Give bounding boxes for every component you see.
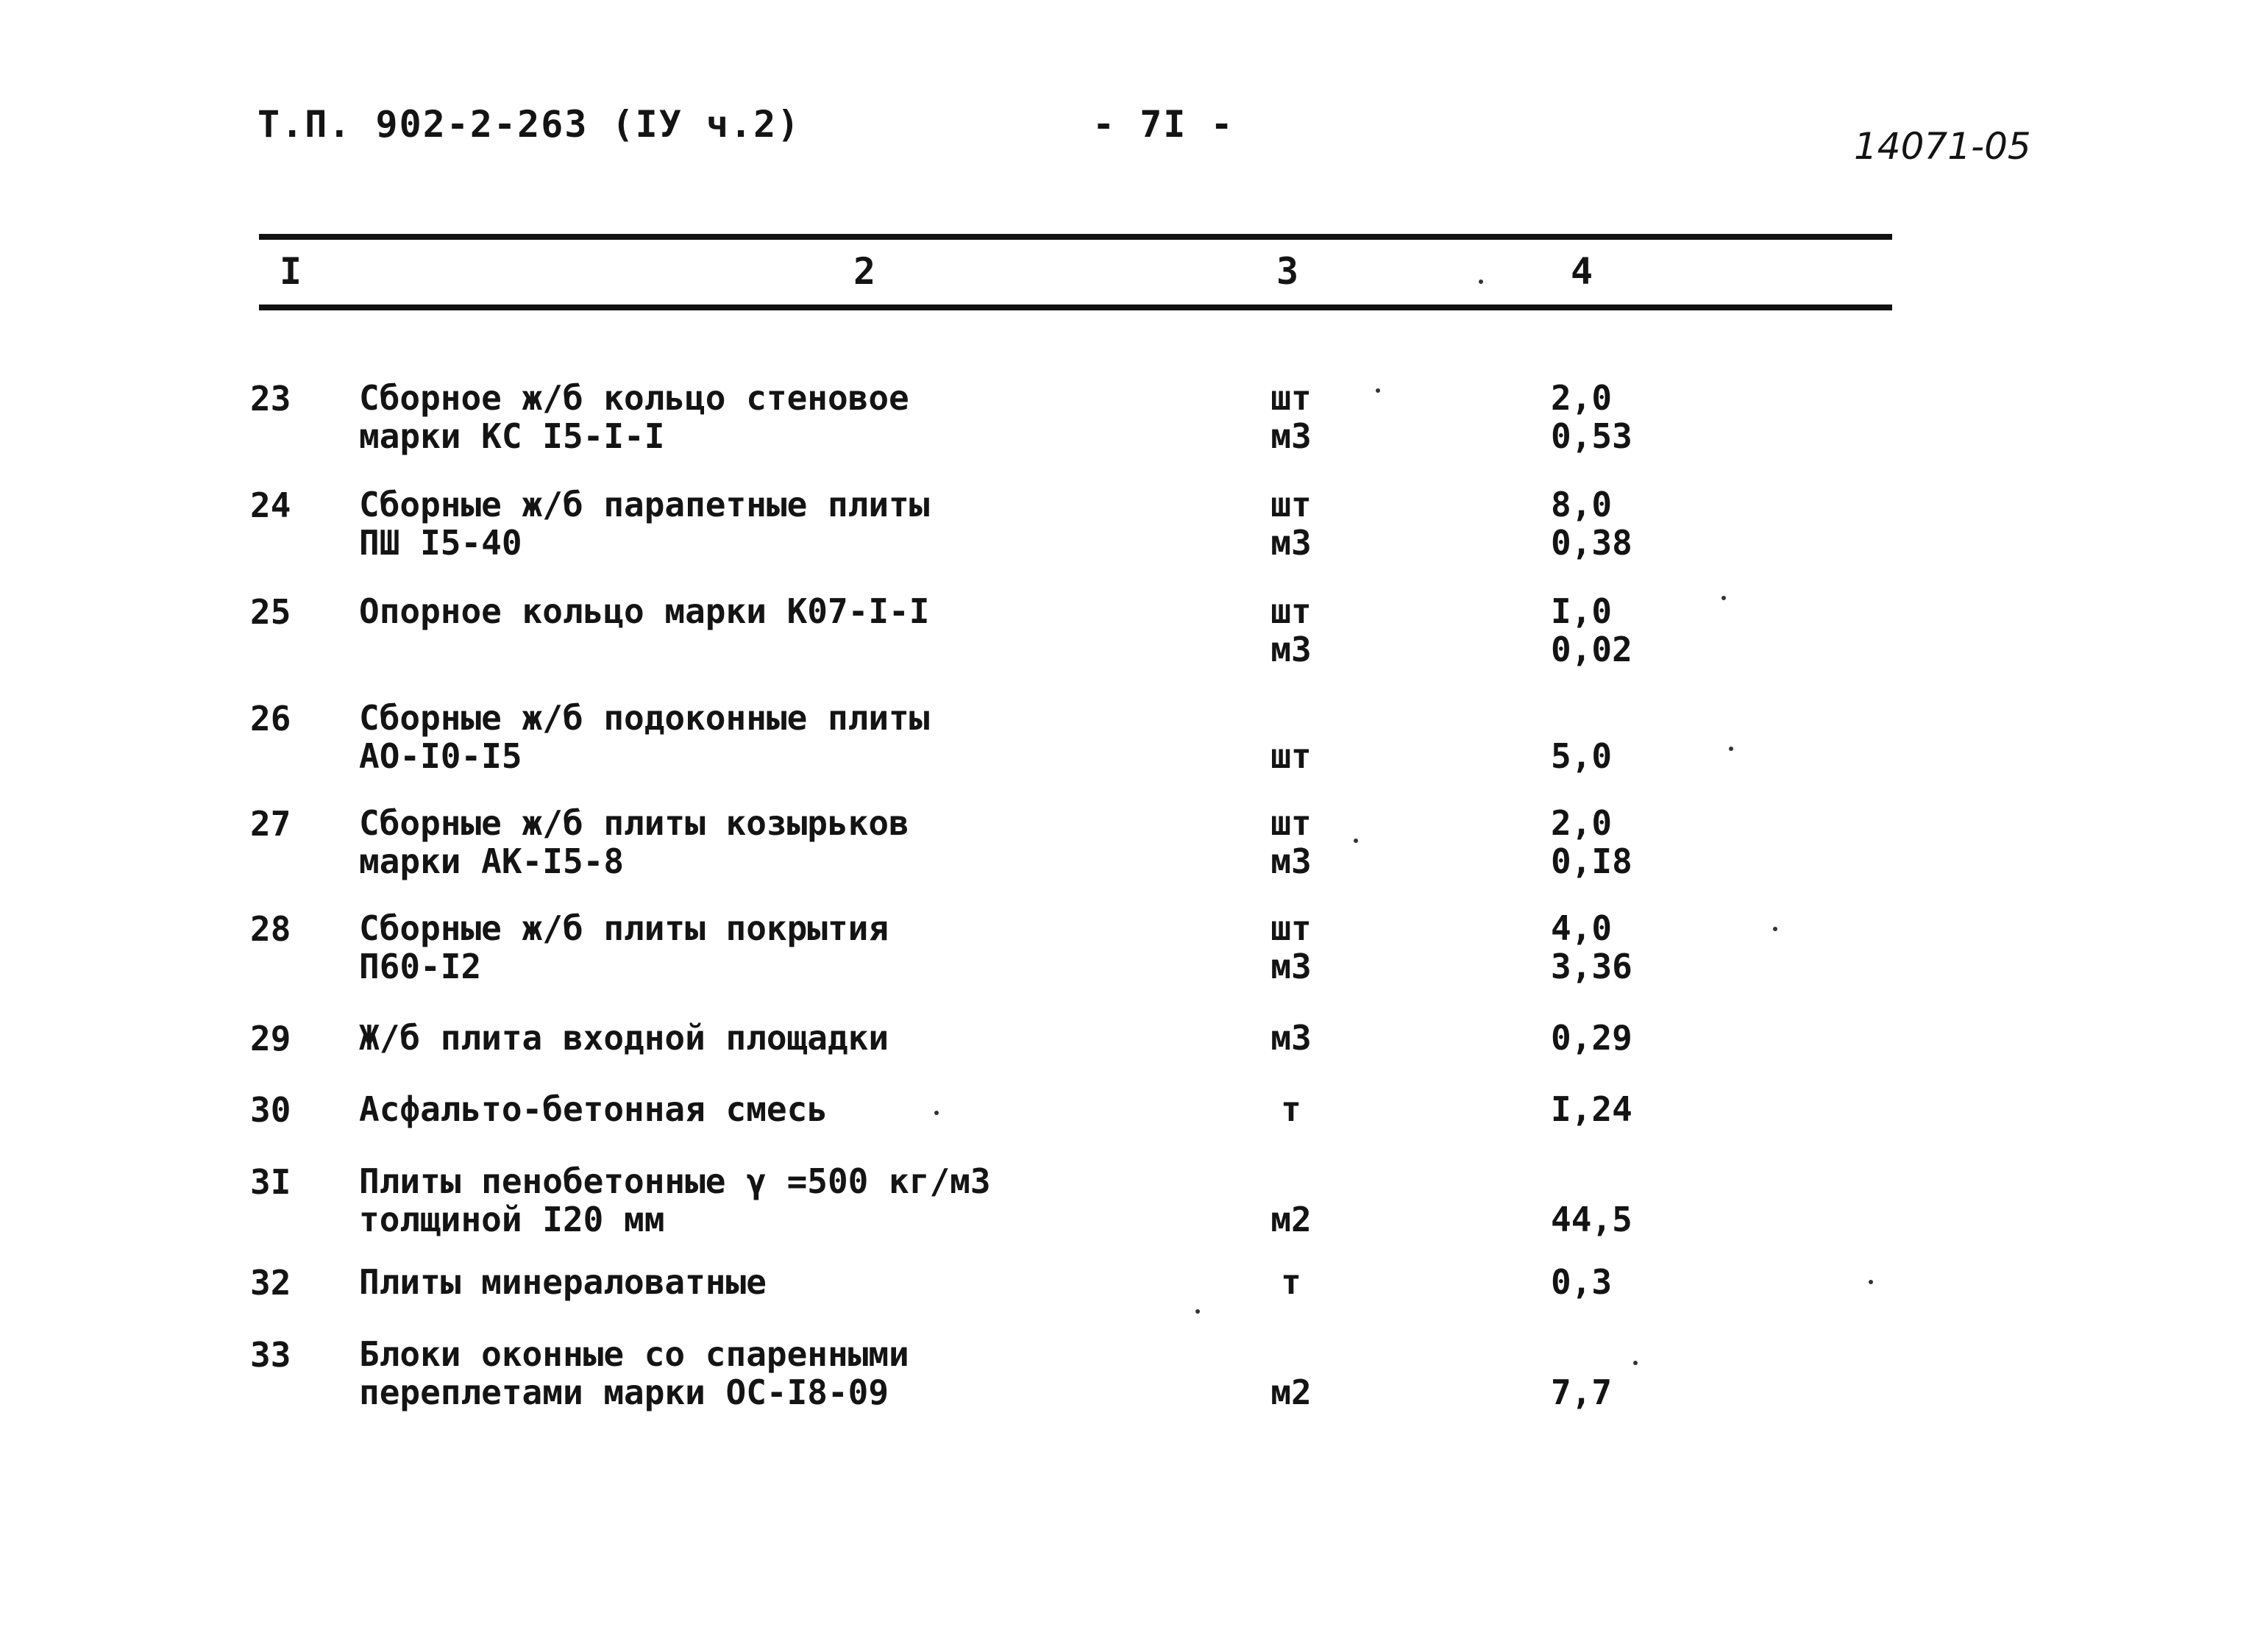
item-unit-line: шт — [1271, 736, 1312, 776]
item-quantity-line: I,0 — [1551, 591, 1613, 631]
item-quantity — [1551, 379, 1632, 455]
item-unit-line: м2 — [1271, 1200, 1312, 1239]
item-unit — [1254, 909, 1328, 986]
item-name — [359, 909, 889, 986]
scan-speck — [1195, 1309, 1200, 1314]
item-quantity — [1551, 1335, 1612, 1411]
scan-speck — [934, 1111, 939, 1115]
item-unit-line: м3 — [1271, 947, 1312, 986]
item-unit-line: м3 — [1271, 416, 1312, 456]
item-unit-line: т — [1281, 1089, 1301, 1129]
item-quantity-line: 7,7 — [1551, 1372, 1613, 1412]
item-unit-line: шт — [1271, 378, 1312, 418]
scan-speck — [1633, 1361, 1638, 1365]
item-name-line: П60-I2 — [359, 947, 482, 986]
row-number: 30 — [250, 1090, 291, 1130]
item-unit-line: м3 — [1271, 523, 1312, 563]
item-unit-line — [1254, 699, 1328, 737]
item-name-line: марки АК-I5-8 — [359, 841, 625, 881]
item-name — [359, 699, 929, 775]
item-quantity — [1551, 699, 1612, 775]
item-unit — [1254, 485, 1328, 562]
scan-speck — [1354, 839, 1358, 843]
item-unit — [1254, 1019, 1328, 1057]
table-top-rule — [259, 234, 1892, 240]
item-quantity-line: 0,I8 — [1551, 841, 1632, 881]
item-quantity-line — [1551, 1162, 1632, 1200]
item-name-line: Сборное ж/б кольцо стеновое — [359, 378, 909, 418]
table-row — [0, 1162, 2260, 1258]
item-unit — [1254, 1162, 1328, 1239]
item-name-line: марки КС I5-I-I — [359, 416, 665, 456]
item-quantity — [1551, 909, 1632, 986]
item-name-line: Сборные ж/б плиты козырьков — [359, 803, 909, 843]
item-name — [359, 804, 909, 880]
item-name — [359, 1019, 889, 1057]
item-quantity-line: 8,0 — [1551, 485, 1613, 524]
item-quantity — [1551, 1263, 1612, 1301]
item-name-line: толщиной I20 мм — [359, 1200, 665, 1239]
item-name-line: переплетами марки ОС-I8-09 — [359, 1372, 889, 1412]
item-unit-line: шт — [1271, 908, 1312, 948]
item-quantity — [1551, 1090, 1632, 1128]
document-code: Т.П. 902-2-263 (IУ ч.2) — [257, 103, 801, 146]
item-quantity — [1551, 592, 1632, 669]
column-number-1: I — [280, 250, 302, 293]
item-unit-line: м3 — [1271, 1018, 1312, 1058]
item-quantity — [1551, 485, 1632, 562]
item-quantity-line — [1551, 1335, 1612, 1373]
item-quantity-line: 0,3 — [1551, 1262, 1613, 1302]
item-unit — [1254, 1090, 1328, 1128]
scan-speck — [1869, 1280, 1873, 1284]
table-row — [0, 592, 2260, 688]
item-unit-line: т — [1281, 1262, 1301, 1302]
item-name-line: Плиты минераловатные — [359, 1262, 767, 1302]
item-unit-line: шт — [1271, 591, 1312, 631]
table-row — [0, 485, 2260, 581]
row-number: 27 — [250, 804, 291, 844]
item-unit — [1254, 1263, 1328, 1301]
item-unit-line: м2 — [1271, 1372, 1312, 1412]
item-name-line: АО-I0-I5 — [359, 736, 522, 776]
item-quantity-line: 2,0 — [1551, 378, 1613, 418]
item-unit — [1254, 379, 1328, 455]
item-name — [359, 379, 909, 455]
item-name-line: ПШ I5-40 — [359, 523, 522, 563]
item-quantity-line: I,24 — [1551, 1089, 1632, 1129]
archive-stamp: 14071-05 — [1854, 125, 2031, 168]
column-number-2: 2 — [853, 250, 876, 293]
item-quantity-line: 0,29 — [1551, 1018, 1632, 1058]
item-quantity-line: 5,0 — [1551, 736, 1613, 776]
column-number-4: 4 — [1571, 250, 1593, 293]
table-row — [0, 379, 2260, 474]
item-name-line: Блоки оконные со спаренными — [359, 1334, 909, 1374]
scan-speck — [1479, 280, 1483, 284]
item-name-line: Асфальто-бетонная смесь — [359, 1089, 828, 1129]
table-header-rule — [259, 305, 1892, 310]
item-unit-line: шт — [1271, 485, 1312, 524]
item-name-line: Ж/б плита входной площадки — [359, 1018, 889, 1058]
scan-speck — [1376, 388, 1380, 393]
table-row — [0, 909, 2260, 1005]
item-name — [359, 1263, 767, 1301]
item-name — [359, 592, 929, 669]
item-name-line: Сборные ж/б подоконные плиты — [359, 698, 930, 738]
row-number: 25 — [250, 592, 291, 632]
scan-speck — [1729, 747, 1733, 751]
item-unit — [1254, 592, 1328, 669]
page-number: - 7I - — [1092, 103, 1234, 146]
item-unit-line: м3 — [1271, 841, 1312, 881]
item-name — [359, 1335, 909, 1411]
item-quantity — [1551, 804, 1632, 880]
item-quantity-line: 44,5 — [1551, 1200, 1632, 1239]
row-number: 33 — [250, 1335, 291, 1375]
row-number: 26 — [250, 699, 291, 738]
column-number-3: 3 — [1276, 250, 1299, 293]
item-name — [359, 1162, 991, 1239]
item-quantity — [1551, 1162, 1632, 1239]
item-name-line: Сборные ж/б плиты покрытия — [359, 908, 889, 948]
row-number: 24 — [250, 485, 291, 525]
scan-speck — [1773, 927, 1777, 931]
item-unit-line — [1254, 1335, 1328, 1373]
row-number: 3I — [250, 1162, 291, 1202]
item-quantity-line: 0,02 — [1551, 630, 1632, 669]
row-number: 28 — [250, 909, 291, 949]
item-unit-line — [1254, 1162, 1328, 1200]
item-quantity-line: 0,53 — [1551, 416, 1632, 456]
item-quantity-line: 4,0 — [1551, 908, 1613, 948]
table-row — [0, 1335, 2260, 1431]
row-number: 29 — [250, 1019, 291, 1058]
table-row — [0, 804, 2260, 900]
item-quantity-line: 3,36 — [1551, 947, 1632, 986]
item-quantity-line: 2,0 — [1551, 803, 1613, 843]
item-unit — [1254, 1335, 1328, 1411]
item-name-line: Сборные ж/б парапетные плиты — [359, 485, 930, 524]
item-quantity-line: 0,38 — [1551, 523, 1632, 563]
table-row — [0, 699, 2260, 794]
item-quantity — [1551, 1019, 1632, 1057]
item-name-line: Опорное кольцо марки К07-I-I — [359, 591, 930, 631]
item-unit-line: шт — [1271, 803, 1312, 843]
item-name-line — [359, 630, 929, 669]
item-unit — [1254, 804, 1328, 880]
item-name — [359, 1090, 828, 1128]
item-unit — [1254, 699, 1328, 775]
row-number: 23 — [250, 379, 291, 419]
item-name-line: Плиты пенобетонные γ =500 кг/м3 — [359, 1161, 991, 1201]
scan-speck — [1721, 596, 1726, 600]
item-name — [359, 485, 929, 562]
row-number: 32 — [250, 1263, 291, 1303]
item-quantity-line — [1551, 699, 1612, 737]
item-unit-line: м3 — [1271, 630, 1312, 669]
